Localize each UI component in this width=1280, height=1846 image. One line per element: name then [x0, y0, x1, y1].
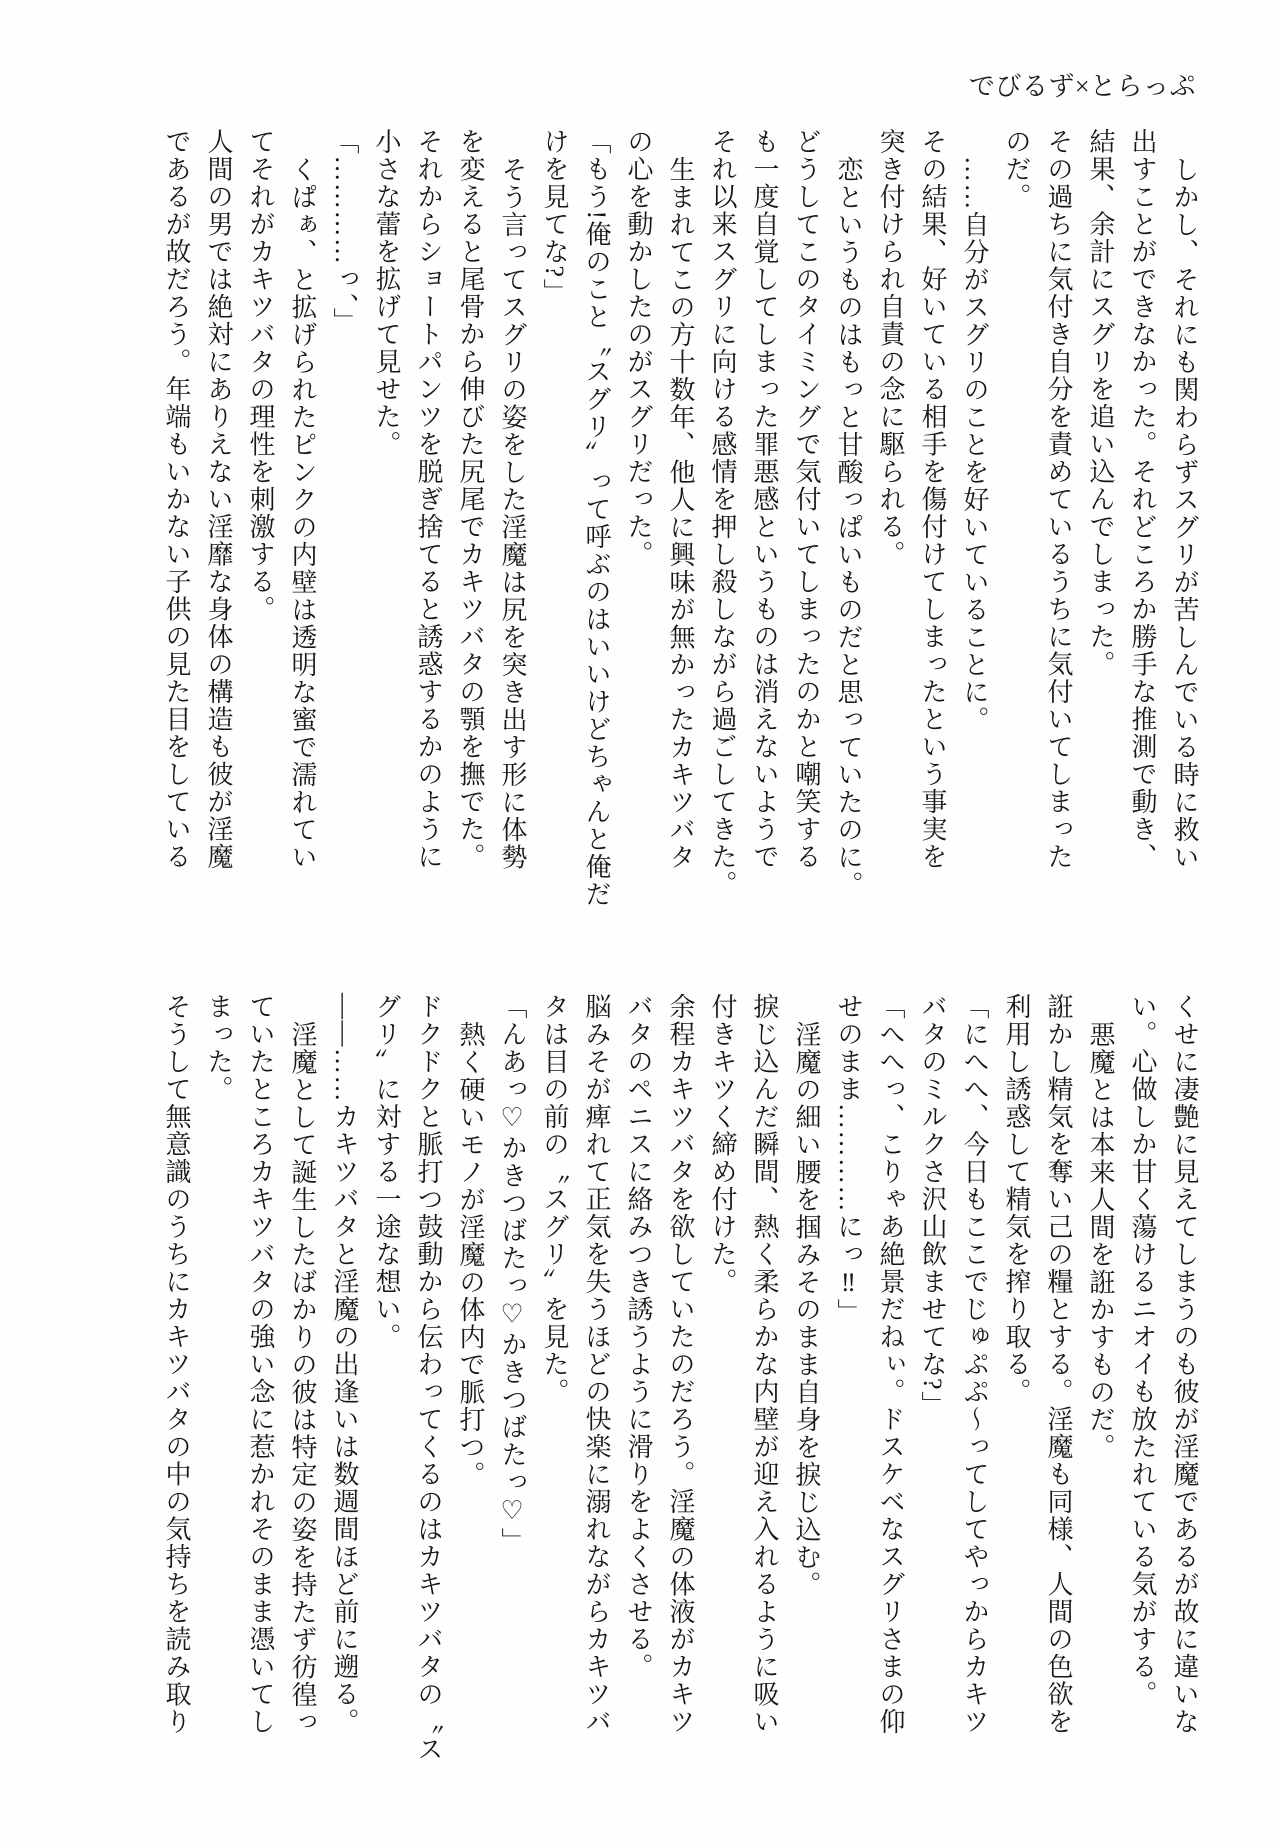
text-column: 付きキツく締め付けた。 — [708, 993, 737, 1296]
text-column: 熱く硬いモノが淫魔の体内で脈打つ。 — [456, 1021, 485, 1489]
text-column: 脳みそが痺れて正気を失うほどの快楽に溺れながらカキツバ — [582, 993, 611, 1736]
text-column: であるが故だろう。年端もいかない子供の見た目をしている — [162, 128, 191, 871]
lower-text-block — [155, 993, 1205, 1783]
text-column: タは目の前の〝スグリ〟を見た。 — [540, 993, 569, 1406]
text-column: ――……カキツバタと淫魔の出逢いは数週間ほど前に遡る。 — [330, 993, 359, 1736]
text-column: くぱぁ、と拡げられたピンクの内壁は透明な蜜で濡れてい — [288, 156, 317, 871]
text-column: その結果、好いている相手を傷付けてしまったという事実を — [918, 128, 947, 871]
text-column: けを見てな?」 — [540, 128, 569, 307]
text-column: グリ〟に対する一途な想い。 — [372, 993, 401, 1351]
text-column: 利用し誘惑して精気を搾り取る。 — [1002, 993, 1031, 1406]
text-column: 誑かし精気を奪い己の糧とする。淫魔も同様、人間の色欲を — [1044, 993, 1073, 1736]
text-column: まった。 — [204, 993, 233, 1103]
text-column: ドクドクと脈打つ鼓動から伝わってくるのはカキツバタの〝ス — [414, 993, 443, 1763]
text-column: のだ。 — [1002, 128, 1031, 211]
text-column: 「…………っ、」 — [330, 128, 359, 335]
text-column: バタのペニスに絡みつき誘うように滑りをよくさせる。 — [624, 993, 653, 1681]
text-column: どうしてこのタイミングで気付いてしまったのかと嘲笑する — [792, 128, 821, 871]
text-column: それ以来スグリに向ける感情を押し殺しながら過ごしてきた。 — [708, 128, 737, 898]
text-column: てそれがカキツバタの理性を刺激する。 — [246, 128, 275, 623]
text-column: 出すことができなかった。それどころか勝手な推測で動き、 — [1128, 128, 1157, 871]
text-column: 淫魔として誕生したばかりの彼は特定の姿を持たず彷徨っ — [288, 1021, 317, 1736]
text-column: 淫魔の細い腰を掴みそのまま自身を捩じ込む。 — [792, 1021, 821, 1599]
text-column: せのまま…………にっ‼」 — [834, 993, 863, 1326]
text-column: 「もう!俺のこと〝スグリ〟って呼ぶのはいいけどちゃんと俺だ — [582, 128, 611, 909]
text-column: 「へへっ、こりゃあ絶景だねぃ。ドスケベなスグリさまの仰 — [876, 993, 905, 1736]
upper-text-block — [155, 128, 1205, 918]
text-column: の心を動かしたのがスグリだった。 — [624, 128, 653, 568]
text-column: それからショートパンツを脱ぎ捨てると誘惑するかのように — [414, 128, 443, 871]
text-column: 生まれてこの方十数年、他人に興味が無かったカキツバタ — [666, 156, 695, 871]
text-column: そう言ってスグリの姿をした淫魔は尻を突き出す形に体勢 — [498, 156, 527, 871]
text-column: バタのミルクさ沢山飲ませてな?」 — [918, 993, 947, 1419]
text-column: 人間の男では絶対にありえない淫靡な身体の構造も彼が淫魔 — [204, 128, 233, 871]
text-column: そうして無意識のうちにカキツバタの中の気持ちを読み取り — [162, 993, 191, 1736]
text-column: を変えると尾骨から伸びた尻尾でカキツバタの顎を撫でた。 — [456, 128, 485, 871]
text-column: 「にへへ、今日もここでじゅぷぷ〜ってしてやっからカキツ — [960, 993, 989, 1736]
running-header: でびるず×とらっぷ — [968, 72, 1196, 101]
text-column: 余程カキツバタを欲していたのだろう。淫魔の体液がカキツ — [666, 993, 695, 1736]
text-column: 「んあっ♡かきつばたっ♡かきつばたっ♡」 — [498, 993, 527, 1555]
text-column: 恋というものはもっと甘酸っぱいものだと思っていたのに。 — [834, 156, 863, 899]
text-column: 突き付けられ自責の念に駆られる。 — [876, 128, 905, 568]
text-column: 結果、余計にスグリを追い込んでしまった。 — [1086, 128, 1115, 678]
text-column: ていたところカキツバタの強い念に惹かれそのまま憑いてし — [246, 993, 275, 1736]
text-column: しかし、それにも関わらずスグリが苦しんでいる時に救い — [1170, 156, 1199, 871]
text-column: も一度自覚してしまった罪悪感というものは消えないようで — [750, 128, 779, 871]
text-column: 悪魔とは本来人間を誑かすものだ。 — [1086, 1021, 1115, 1461]
text-column: い。心做しか甘く蕩けるニオイも放たれている気がする。 — [1128, 993, 1157, 1708]
text-column: 小さな蕾を拡げて見せた。 — [372, 128, 401, 458]
text-column: 捩じ込んだ瞬間、熱く柔らかな内壁が迎え入れるように吸い — [750, 993, 779, 1736]
text-column: ……自分がスグリのことを好いていることに。 — [960, 156, 989, 734]
text-column: その過ちに気付き自分を責めているうちに気付いてしまった — [1044, 128, 1073, 871]
text-column: くせに凄艶に見えてしまうのも彼が淫魔であるが故に違いな — [1170, 993, 1199, 1736]
